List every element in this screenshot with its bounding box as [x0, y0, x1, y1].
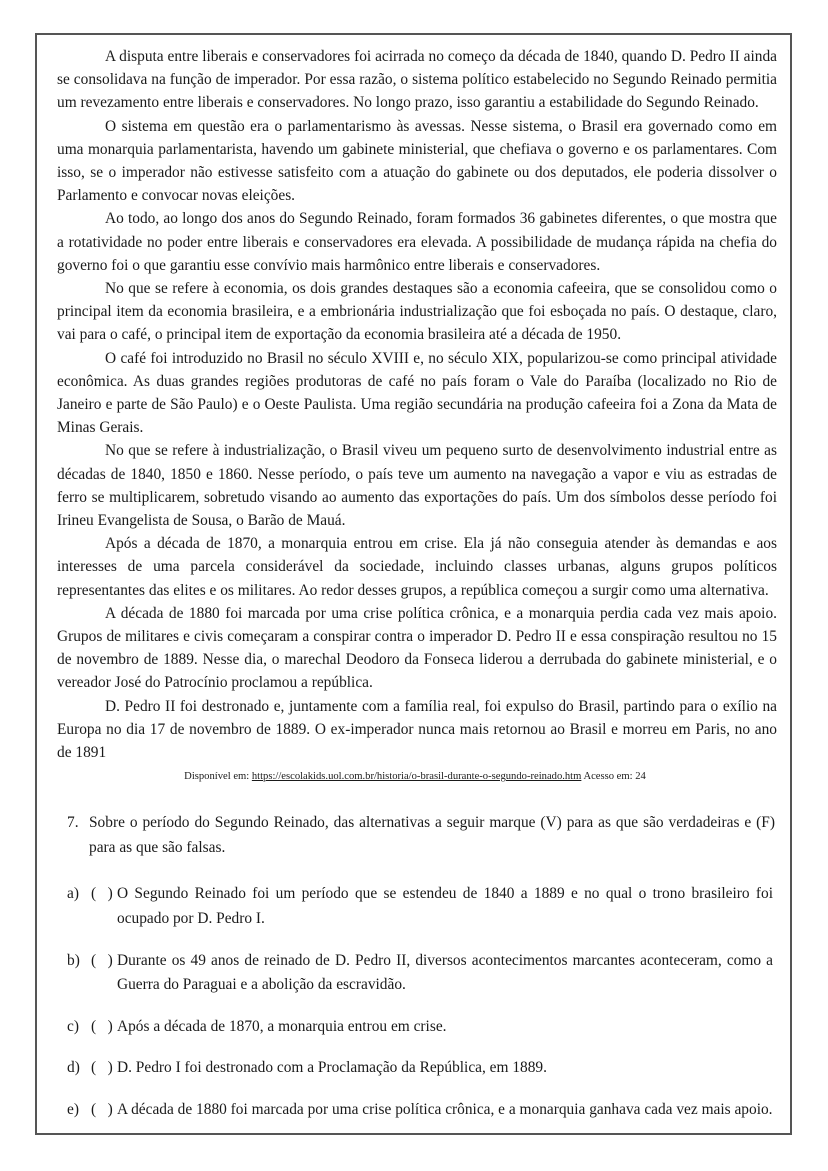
alternative-checkbox[interactable]: ( ): [91, 951, 113, 969]
alternative-checkbox[interactable]: ( ): [91, 885, 113, 903]
paragraph: O café foi introduzido no Brasil no século XVIII e, no século XIX, popularizou-se como principal atividade econômica. As duas grandes regiões produtoras de café no país foram o Vale do Paraíba (localizado no Rio de Janeiro e parte de São Paulo) e o Oeste Paulista. Uma região secundária na produção cafeeira foi a Zona da Mata de Minas Gerais.: [57, 349, 777, 437]
alternative-c[interactable]: [67, 1015, 777, 1040]
paragraph: A década de 1880 foi marcada por uma crise política crônica, e a monarquia perdia cada vez mais apoio. Grupos de militares e civis começaram a conspirar contra o imperador D. Pedro II e essa conspiração resultou no 15 de novembro de 1889. Nesse dia, o marechal Deodoro da Fonseca liderou a derrubada do gabinete ministerial, e o vereador José do Patrocínio proclamou a república.: [57, 604, 777, 692]
alternatives-list: [57, 882, 777, 1122]
paragraph: D. Pedro II foi destronado e, juntamente com a família real, foi expulso do Brasil, partindo para o exílio na Europa no dia 17 de novembro de 1889. O ex-imperador nunca mais retornou ao Brasil e morreu em Paris, no ano de 1891: [57, 697, 777, 762]
paragraph: O sistema em questão era o parlamentarismo às avessas. Nesse sistema, o Brasil era governado como em uma monarquia parlamentarista, havendo um gabinete ministerial, que chefiava o governo e os parlamentares. Com isso, se o imperador não estivesse satisfeito com a atuação do gabinete ou dos deputados, ele poderia dissolver o Parlamento e convocar novas eleições.: [57, 117, 777, 205]
document-page: [35, 33, 792, 1135]
alternative-e[interactable]: [67, 1098, 777, 1123]
source-attribution: [57, 769, 777, 785]
source-url-link[interactable]: https://escolakids.uol.com.br/historia/o-brasil-durante-o-segundo-reinado.htm: [251, 771, 582, 783]
question-number: 7.: [67, 814, 79, 832]
alternative-marker: d): [67, 1059, 80, 1077]
alternative-marker: c): [67, 1017, 79, 1035]
alternative-marker: b): [67, 951, 80, 969]
alternative-marker: e): [67, 1101, 79, 1119]
alternative-checkbox[interactable]: ( ): [91, 1017, 113, 1035]
page-content: [37, 35, 790, 1133]
alternative-marker: a): [67, 885, 79, 903]
alternative-text: O Segundo Reinado foi um período que se estendeu de 1840 a 1889 e no qual o trono brasileiro foi ocupado por D. Pedro I.: [117, 885, 773, 928]
paragraph: Ao todo, ao longo dos anos do Segundo Reinado, foram formados 36 gabinetes diferentes, o que mostra que a rotatividade no poder entre liberais e conservadores era elevada. A possibilidade de mudança rápida na chefia do governo foi o que garantiu esse convívio mais harmônico entre liberais e conservadores.: [57, 210, 777, 274]
paragraph: Após a década de 1870, a monarquia entrou em crise. Ela já não conseguia atender às demandas e aos interesses de uma parcela considerável da sociedade, incluindo classes urbanas, alguns grupos políticos representantes das elites e os militares. Ao redor desses grupos, a república começou a surgir como uma alternativa.: [57, 535, 777, 599]
paragraph: No que se refere à industrialização, o Brasil viveu um pequeno surto de desenvolvimento industrial entre as décadas de 1840, 1850 e 1860. Nesse período, o país teve um aumento na navegação a vapor e viu as estradas de ferro se multiplicarem, sobretudo visando ao aumento das exportações do país. Um dos símbolos desse período foi Irineu Evangelista de Sousa, o Barão de Mauá.: [57, 442, 777, 530]
question-7: [57, 811, 777, 860]
alternative-text: Após a década de 1870, a monarquia entrou em crise.: [117, 1017, 447, 1035]
alternative-checkbox[interactable]: ( ): [91, 1059, 113, 1077]
alternative-text: D. Pedro I foi destronado com a Proclamação da República, em 1889.: [117, 1059, 547, 1077]
alternative-text: Durante os 49 anos de reinado de D. Pedro II, diversos acontecimentos marcantes aconteceram, como a Guerra do Paraguai e a abolição da escravidão.: [117, 951, 773, 994]
paragraph: A disputa entre liberais e conservadores foi acirrada no começo da década de 1840, quando D. Pedro II ainda se consolidava na função de imperador. Por essa razão, o sistema político estabelecido no Segundo Reinado permitia um revezamento entre liberais e conservadores. No longo prazo, isso garantiu a estabilidade do Segundo Reinado.: [57, 48, 777, 112]
alternative-text: A década de 1880 foi marcada por uma crise política crônica, e a monarquia ganhava cada vez mais apoio.: [117, 1101, 773, 1119]
question-text: Sobre o período do Segundo Reinado, das alternativas a seguir marque (V) para as que são verdadeiras e (F) para as que são falsas.: [89, 814, 775, 856]
alternative-a[interactable]: [67, 882, 777, 931]
source-prefix: Disponível em:: [184, 771, 252, 783]
paragraph: No que se refere à economia, os dois grandes destaques são a economia cafeeira, que se consolidou como o principal item da economia brasileira, e a embrionária industrialização que foi esboçada no país. O destaque, claro, vai para o café, o principal item de exportação da economia brasileira até a década de 1950.: [57, 280, 777, 344]
source-access-date: Acesso em: 24: [581, 771, 646, 783]
alternative-d[interactable]: [67, 1056, 777, 1081]
alternative-checkbox[interactable]: ( ): [91, 1101, 113, 1119]
alternative-b[interactable]: [67, 949, 777, 998]
